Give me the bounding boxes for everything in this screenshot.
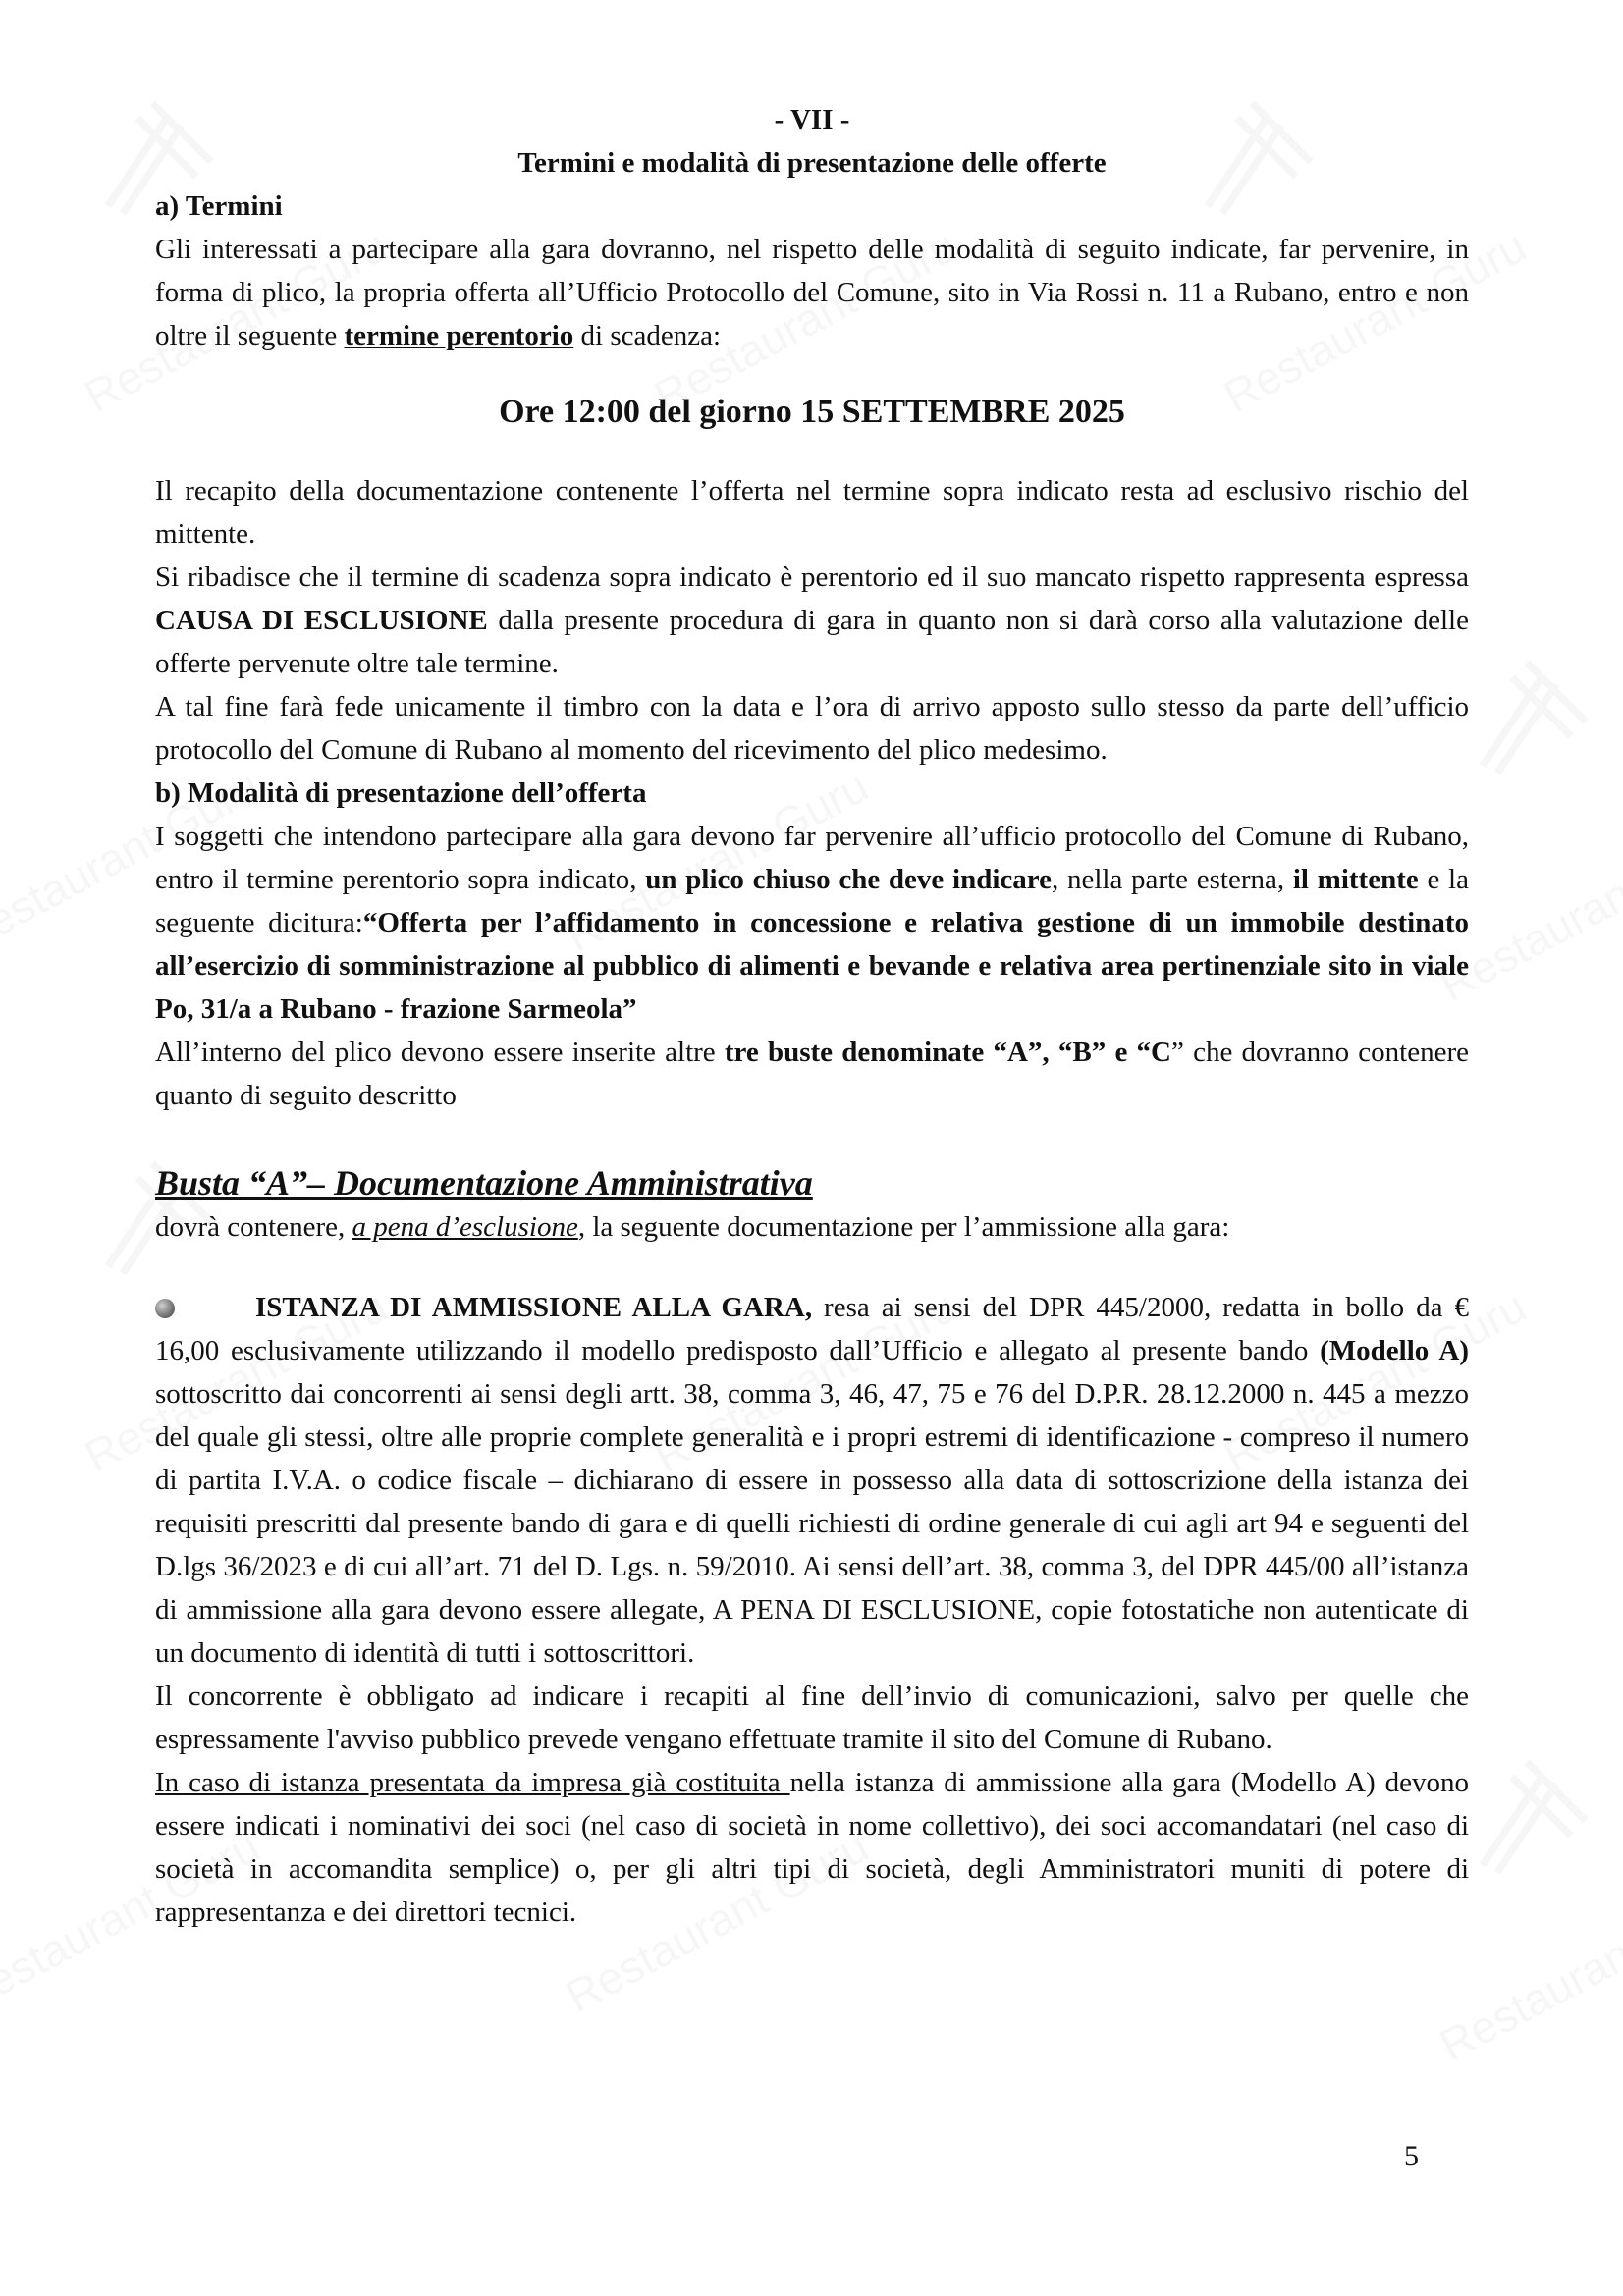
paragraph-modalita: I soggetti che intendono partecipare alla gara devono far pervenire all’ufficio protocollo del Comune di Rubano, entro il termine perentorio sopra indicato, un plico chiuso che deve indicare, nella parte esterna, il mittente e la seguente dicitura:“Offerta per l’affidamento in concessione e relativa gestione di un immobile destinato all’esercizio di somministrazione al pubblico di alimenti e bevande e relativa area pertinenziale sito in viale Po, 31/a a Rubano - frazione Sarmeola” (155, 821, 1470, 1025)
fork-knife-watermark-icon (1453, 648, 1600, 795)
paragraph-timbro: A tal fine farà fede unicamente il timbro con la data e l’ora di arrivo apposto sullo stesso da parte dell’ufficio protocollo del Comune di Rubano al momento del ricevimento del plico medesimo. (155, 691, 1469, 766)
bullet-icon (155, 1299, 175, 1318)
termine-perentorio: termine perentorio (344, 320, 574, 351)
causa-di-esclusione: CAUSA DI ESCLUSIONE (155, 605, 488, 636)
section-number: - VII - (774, 104, 850, 135)
paragraph-ribadisce: Si ribadisce che il termine di scadenza sopra indicato è perentorio ed il suo mancato rispetto rappresenta espressa CAUSA DI ESCLUSIONE dalla presente procedura di gara in quanto non si darà corso alla valutazione delle offerte pervenute oltre tale termine. (155, 561, 1469, 679)
paragraph-recapiti: Il concorrente è obbligato ad indicare i recapiti al fine dell’invio di comunicazioni, salvo per quelle che espressamente l'avviso pubblico prevede vengano effettuate tramite il sito del Comune di Rubano. (155, 1681, 1469, 1755)
busta-a-title: Busta “A”– Documentazione Amministrativa (155, 1163, 813, 1202)
busta-a-intro: dovrà contenere, a pena d’esclusione, la seguente documentazione per l’ammissione alla gara: (155, 1211, 1230, 1243)
section-title: Termini e modalità di presentazione delle offerte (517, 147, 1107, 179)
document-page (155, 98, 1469, 1934)
heading-b-modalita: b) Modalità di presentazione dell’offerta (155, 777, 647, 809)
fork-knife-watermark-icon (1453, 1747, 1600, 1895)
paragraph-impresa-costituita: In caso di istanza presentata da impresa già costituita nella istanza di ammissione alla gara (Modello A) devono essere indicati i nominativi dei soci (nel caso di società in nome collettivo), dei soci accomandatari (nel caso di società in accomandita semplice) o, per gli altri tipi di società, degli Amministratori muniti di potere di rappresentanza e dei direttori tecnici. (155, 1767, 1470, 1928)
deadline: Ore 12:00 del giorno 15 SETTEMBRE 2025 (499, 394, 1125, 430)
paragraph-termini: Gli interessati a partecipare alla gara dovranno, nel rispetto delle modalità di seguito indicate, far pervenire, in forma di plico, la propria offerta all’Ufficio Protocollo del Comune, sito in Via Rossi n. 11 a Rubano, entro e non oltre il seguente termine perentorio di scadenza: (155, 234, 1469, 351)
istanza-bullet-item: ISTANZA DI AMMISSIONE ALLA GARA, resa ai sensi del DPR 445/2000, redatta in bollo da € 16,00 esclusivamente utilizzando il modello predisposto dall’Ufficio e allegato al presente bando (Modello A) sottoscritto dai concorrenti ai sensi degli artt. 38, comma 3, 46, 47, 75 e 76 del D.P.R. 28.12.2000 n. 445 a mezzo del quale gli stessi, oltre alle proprie complete generalità e i propri estremi di identificazione - compreso il numero di partita I.V.A. o codice fiscale – dichiarano di essere in possesso alla data di sottoscrizione della istanza dei requisiti prescritti dal presente bando di gara e di quelli richiesti di ordine generale di cui agli art 94 e seguenti del D.lgs 36/2023 e di cui all’art. 71 del D. Lgs. n. 59/2010. Ai sensi dell’art. 38, comma 3, del DPR 445/00 all’istanza di ammissione alla gara devono essere allegate, A PENA DI ESCLUSIONE, copie fotostatiche non autenticate di un documento di identità di tutti i sottoscrittori. (155, 1292, 1469, 1669)
page-number: 5 (1404, 2140, 1419, 2172)
heading-a-termini: a) Termini (155, 190, 283, 222)
paragraph-buste: All’interno del plico devono essere inserite altre tre buste denominate “A”, “B” e “C” che dovranno contenere quanto di seguito descritto (155, 1037, 1469, 1111)
paragraph-recapito: Il recapito della documentazione contenente l’offerta nel termine sopra indicato resta ad esclusivo rischio del mittente. (155, 475, 1469, 550)
